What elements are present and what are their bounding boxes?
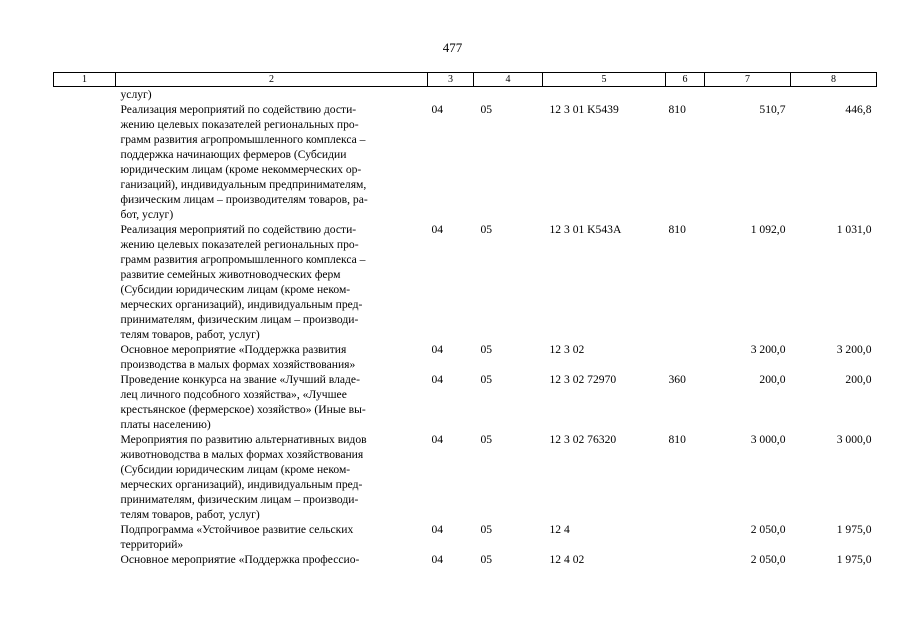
amount-2-cell: 1 031,0 [836,223,872,236]
target-article-cell [543,87,666,103]
item-name-line: территорий» [120,538,184,551]
item-name-line: юридическим лицам (кроме некоммерческих ор- [120,163,362,176]
column-number-4: 4 [474,73,543,87]
item-name-line: (Субсидии юридическим лицам (кроме неком- [120,463,351,476]
amount-1-cell: 3 200,0 [750,343,786,356]
section-code-cell: 04 [431,553,444,566]
subsection-code-cell: 05 [480,373,493,386]
expense-type-cell [666,87,705,103]
amount-2-cell: 1 975,0 [836,553,872,566]
table-row [54,552,877,567]
section-code-cell: 04 [431,343,444,356]
item-name-line: производства в малых формах хозяйствования» [120,358,356,371]
amount-2-cell: 1 975,0 [836,523,872,536]
item-name-line: Реализация мероприятий по содействию дости- [120,103,357,116]
section-code-cell: 04 [431,103,444,116]
item-name-line: Основное мероприятие «Поддержка профессио- [120,553,360,566]
amount-1-cell: 2 050,0 [750,523,786,536]
subsection-code-cell: 05 [480,103,493,116]
target-article-cell: 12 4 [549,523,570,536]
item-name-cell [116,222,428,342]
table-row [54,342,877,372]
target-article-cell: 12 4 02 [549,553,585,566]
amount-1-cell: 3 000,0 [750,433,786,446]
target-article-cell: 12 3 02 [549,343,585,356]
subsection-code-cell: 05 [480,523,493,536]
row-number-cell [54,342,116,372]
subsection-code-cell: 05 [480,433,493,446]
item-name-line: принимателям, физическим лицам – производи- [120,493,359,506]
section-code-cell: 04 [431,433,444,446]
item-name-line: грамм развития агропромышленного комплекса – [120,253,366,266]
target-article-cell: 12 3 01 K5439 [549,103,619,116]
amount-1-cell: 510,7 [759,103,786,116]
item-name-line: жению целевых показателей региональных про- [120,238,359,251]
header-row [54,73,877,87]
row-number-cell [54,222,116,342]
table-row [54,432,877,522]
table-row [54,522,877,552]
item-name-line: Мероприятия по развитию альтернативных видов [120,433,367,446]
amount-1-cell: 1 092,0 [750,223,786,236]
amount-1-cell [705,87,791,103]
column-number-1: 1 [54,73,116,87]
expense-type-cell [666,522,705,552]
target-article-cell: 12 3 02 76320 [549,433,617,446]
item-name-line: Подпрограмма «Устойчивое развитие сельских [120,523,354,536]
item-name-line: услуг) [120,88,152,101]
item-name-line: лец личного подсобного хозяйства», «Лучшее [120,388,347,401]
item-name-line: бот, услуг) [120,208,174,221]
table-row [54,102,877,222]
column-number-7: 7 [705,73,791,87]
table-header [54,73,877,87]
expense-type-cell: 810 [668,223,686,236]
item-name-line: крестьянское (фермерское) хозяйство» (Иные вы- [120,403,366,416]
page-number: 477 [442,40,463,55]
item-name-line: ганизаций), индивидуальным предпринимателям, [120,178,367,191]
item-name-cell [116,522,428,552]
expense-type-cell: 810 [668,103,686,116]
subsection-code-cell: 05 [480,553,493,566]
item-name-line: мерческих организаций), индивидуальным пред- [120,478,363,491]
item-name-cell [116,432,428,522]
column-number-5: 5 [543,73,666,87]
item-name-line: жению целевых показателей региональных про- [120,118,359,131]
section-code-cell: 04 [431,523,444,536]
item-name-cell [116,342,428,372]
item-name-cell [116,552,428,567]
expense-type-cell: 810 [668,433,686,446]
item-name-cell [116,87,428,103]
item-name-cell [116,372,428,432]
amount-2-cell: 200,0 [845,373,872,386]
item-name-line: мерческих организаций), индивидуальным пред- [120,298,363,311]
item-name-line: Реализация мероприятий по содействию дости- [120,223,357,236]
budget-table [53,72,877,567]
item-name-line: платы населению) [120,418,211,431]
column-number-2: 2 [116,73,428,87]
item-name-line: принимателям, физическим лицам – производи- [120,313,359,326]
column-number-8: 8 [791,73,877,87]
item-name-line: Проведение конкурса на звание «Лучший владе- [120,373,360,386]
item-name-line: телям товаров, работ, услуг) [120,508,260,521]
amount-1-cell: 2 050,0 [750,553,786,566]
subsection-code-cell [474,87,543,103]
table-row [54,372,877,432]
expense-type-cell [666,342,705,372]
amount-2-cell: 446,8 [845,103,872,116]
item-name-line: грамм развития агропромышленного комплекса – [120,133,366,146]
subsection-code-cell: 05 [480,343,493,356]
table-row [54,87,877,103]
subsection-code-cell: 05 [480,223,493,236]
table-body [54,87,877,568]
item-name-line: телям товаров, работ, услуг) [120,328,260,341]
row-number-cell [54,87,116,103]
row-number-cell [54,552,116,567]
row-number-cell [54,432,116,522]
item-name-line: (Субсидии юридическим лицам (кроме неком- [120,283,351,296]
item-name-line: поддержка начинающих фермеров (Субсидии [120,148,347,161]
section-code-cell: 04 [431,223,444,236]
expense-type-cell: 360 [668,373,686,386]
amount-2-cell [791,87,877,103]
amount-1-cell: 200,0 [759,373,786,386]
item-name-line: Основное мероприятие «Поддержка развития [120,343,347,356]
row-number-cell [54,372,116,432]
table-row [54,222,877,342]
target-article-cell: 12 3 02 72970 [549,373,617,386]
amount-2-cell: 3 200,0 [836,343,872,356]
row-number-cell [54,522,116,552]
target-article-cell: 12 3 01 K543A [549,223,622,236]
column-number-3: 3 [428,73,474,87]
section-code-cell [428,87,474,103]
item-name-line: животноводства в малых формах хозяйствования [120,448,364,461]
section-code-cell: 04 [431,373,444,386]
item-name-line: развитие семейных животноводческих ферм [120,268,341,281]
amount-2-cell: 3 000,0 [836,433,872,446]
row-number-cell [54,102,116,222]
item-name-cell [116,102,428,222]
column-number-6: 6 [666,73,705,87]
expense-type-cell [666,552,705,567]
item-name-line: физическим лицам – производителям товаров, ра- [120,193,368,206]
